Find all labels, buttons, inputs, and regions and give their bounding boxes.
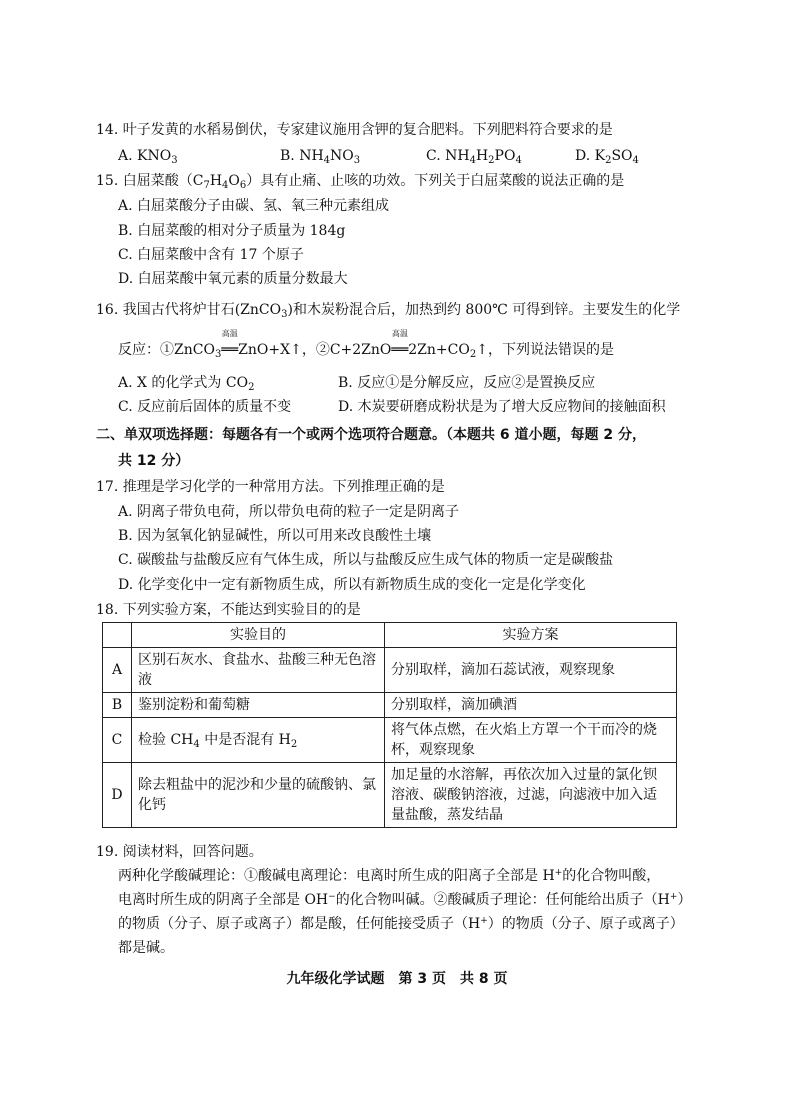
row-purpose: 除去粗盐中的泥沙和少量的硫酸钠、氯化钙	[132, 763, 385, 828]
q16-option-c: C. 反应前后固体的质量不变	[118, 399, 292, 415]
row-purpose: 检验 $CH_4$ 中是否混有 $H_2$	[132, 718, 385, 763]
q16-stem: 16. 我国古代将炉甘石(ZnCO$_3$)和木炭粉混合后，加热到约 800℃ 可得到锌。主要发生的化学	[96, 302, 681, 320]
q19-stem: 19. 阅读材料，回答问题。	[96, 844, 263, 860]
row-label: C	[103, 718, 132, 763]
q17-option-b: B. 因为氢氧化钠显碱性，所以可用来改良酸性土壤	[118, 528, 432, 544]
q15-option-a: A. 白屈菜酸分子由碳、氢、氧三种元素组成	[118, 198, 390, 214]
q14-stem: 14. 叶子发黄的水稻易倒伏，专家建议施用含钾的复合肥料。下列肥料符合要求的是	[96, 122, 613, 138]
q19-para-3: 的物质（分子、原子或离子）都是酸，任何能接受质子（H+）的物质（分子、原子或离子）	[118, 916, 684, 932]
row-label: B	[103, 693, 132, 718]
reaction-2-arrow: 高温 ══	[391, 329, 409, 358]
q16-option-a: A. X 的化学式为 $CO_2$	[118, 375, 255, 393]
row-label: A	[103, 648, 132, 693]
row-purpose: 区别石灰水、食盐水、盐酸三种无色溶液	[132, 648, 385, 693]
q14-option-a: A. $KNO_3$	[118, 148, 178, 166]
q17-option-d: D. 化学变化中一定有新物质生成，所以有新物质生成的变化一定是化学变化	[118, 577, 586, 593]
q19-para-4: 都是碱。	[118, 940, 174, 956]
q15-option-d: D. 白屈菜酸中氧元素的质量分数最大	[118, 271, 348, 287]
table-row	[103, 648, 677, 693]
row-plan: 分别取样，滴加石蕊试液，观察现象	[385, 648, 677, 693]
q14-option-c: C. $NH_4H_2PO_4$	[426, 148, 522, 166]
table-row	[103, 718, 677, 763]
q14-option-d: D. $K_2SO_4$	[575, 148, 639, 166]
experiment-table	[102, 622, 677, 828]
q15-stem: 15. 白屈菜酸$(C_7H_4O_6)$具有止痛、止咳的功效。下列关于白屈菜酸的说法正确的是	[96, 173, 625, 191]
q18-stem: 18. 下列实验方案，不能达到实验目的的是	[96, 602, 361, 618]
q15-option-c: C. 白屈菜酸中含有 17 个原子	[118, 247, 304, 263]
q19-para-1: 两种化学酸碱理论：①酸碱电离理论：电离时所生成的阳离子全部是 H+的化合物叫酸，	[118, 868, 661, 884]
page-footer: 九年级化学试题 第 3 页 共 8 页	[286, 971, 508, 987]
row-plan: 将气体点燃，在火焰上方罩一个干而冷的烧杯，观察现象	[385, 718, 677, 763]
row-label: D	[103, 763, 132, 828]
q14-option-b: B. $NH_4NO_3$	[280, 148, 361, 166]
q17-option-c: C. 碳酸盐与盐酸反应有气体生成，所以与盐酸反应生成气体的物质一定是碳酸盐	[118, 552, 614, 568]
q17-stem: 17. 推理是学习化学的一种常用方法。下列推理正确的是	[96, 479, 445, 495]
q16-reaction: 反应：①ZnCO$_3$ 高温 ══ZnO+X↑，②C+2ZnO 高温 $══2Zn+CO_2↑$，下列说法错误的是	[118, 329, 614, 360]
table-header-label	[103, 623, 132, 648]
table-row	[103, 763, 677, 828]
table-header-row	[103, 623, 677, 648]
reaction-1-arrow: 高温 ══	[221, 329, 239, 358]
table-row	[103, 693, 677, 718]
q16-option-d: D. 木炭要研磨成粉状是为了增大反应物间的接触面积	[338, 399, 666, 415]
q19-para-2: 电离时所生成的阴离子全部是 OH−的化合物叫碱。②酸碱质子理论：任何能给出质子（H+）	[118, 892, 692, 908]
q17-option-a: A. 阴离子带负电荷，所以带负电荷的粒子一定是阴离子	[118, 504, 460, 520]
table-header-purpose: 实验目的	[132, 623, 385, 648]
q16-option-b: B. 反应①是分解反应，反应②是置换反应	[338, 375, 596, 391]
row-purpose: 鉴别淀粉和葡萄糖	[132, 693, 385, 718]
q15-option-b: B. 白屈菜酸的相对分子质量为 184g	[118, 223, 346, 239]
row-plan: 加足量的水溶解，再依次加入过量的氯化钡溶液、碳酸钠溶液，过滤，向滤液中加入适量盐酸，蒸发结晶	[385, 763, 677, 828]
row-plan: 分别取样，滴加碘酒	[385, 693, 677, 718]
section-2-title: 二、单双项选择题：每题各有一个或两个选项符合题意。（本题共 6 道小题，每题 2 分，	[96, 427, 646, 443]
table-header-plan: 实验方案	[385, 623, 677, 648]
section-2-title-cont: 共 12 分）	[118, 453, 190, 469]
